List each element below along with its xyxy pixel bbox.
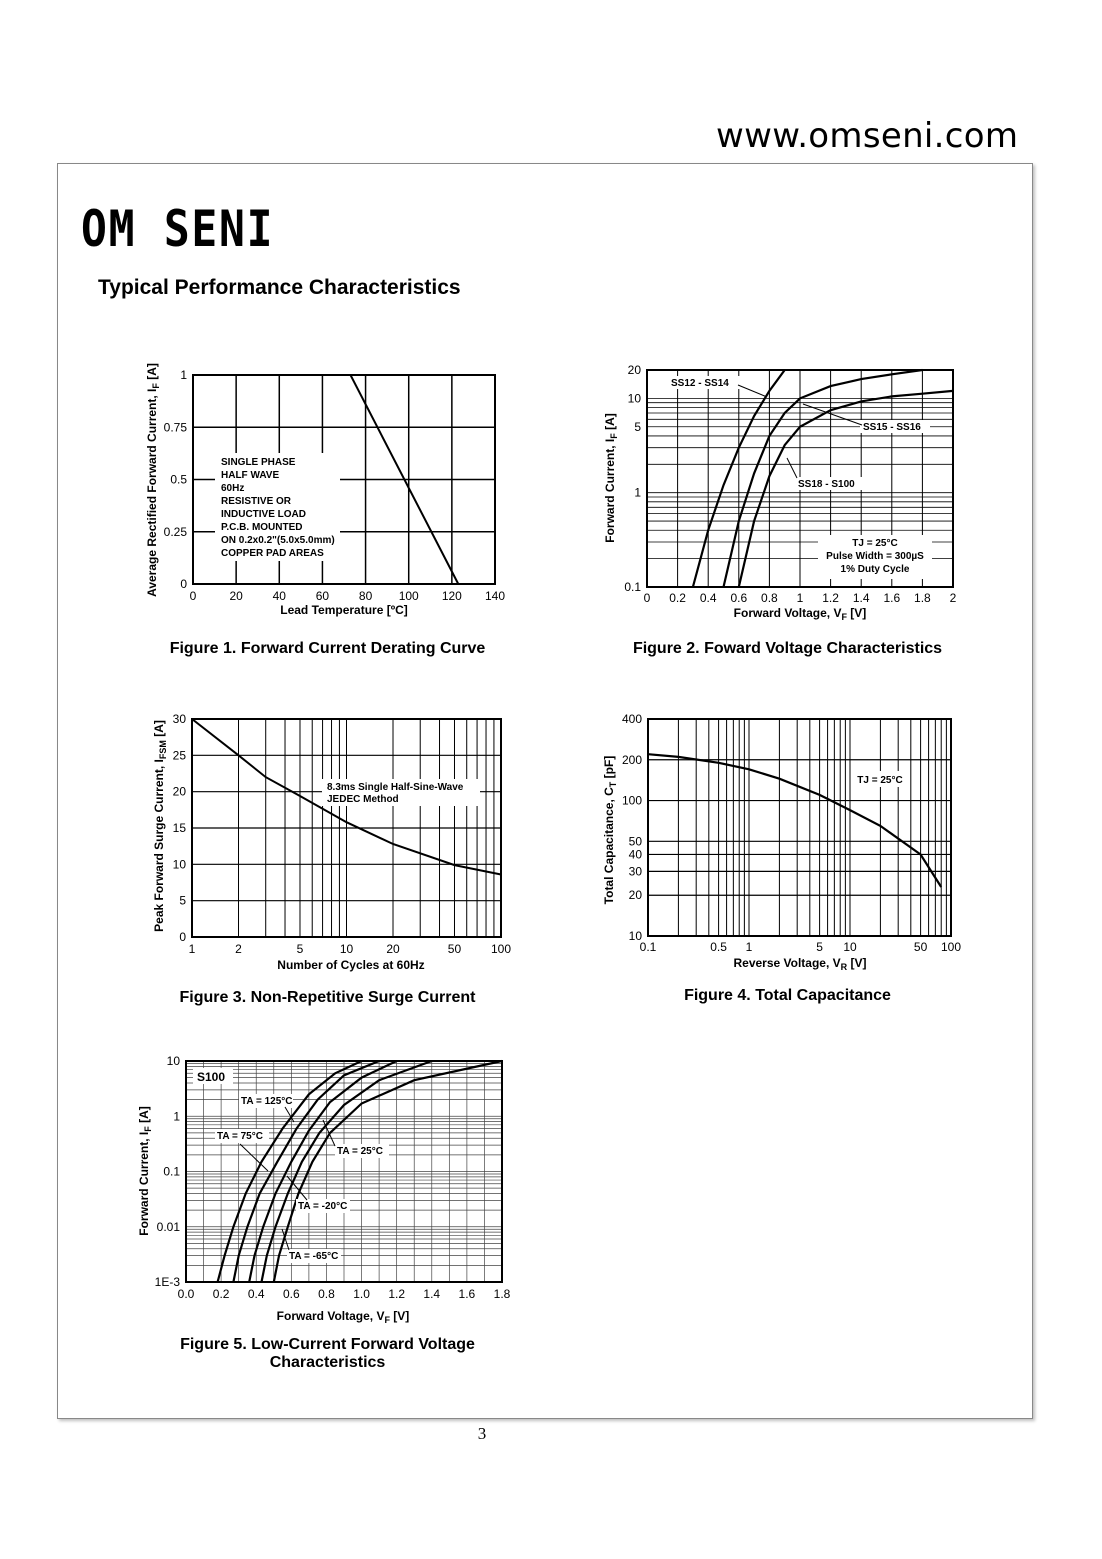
fig2-y-tick-label: 0.1 bbox=[624, 580, 641, 594]
fig1-y-axis-label: Average Rectified Forward Current, $I_F$ [A] bbox=[145, 363, 161, 597]
fig5-y-tick-label: 1 bbox=[173, 1109, 180, 1124]
figure-5-caption: Figure 5. Low-Current Forward Voltage Characteristics bbox=[180, 1336, 475, 1371]
fig4-y-tick-label: 40 bbox=[628, 847, 642, 862]
fig1-note-line: SINGLE PHASE bbox=[221, 457, 296, 468]
fig3-x-tick-label: 20 bbox=[386, 942, 400, 956]
fig2-annotation: Pulse Width = 300µS bbox=[826, 551, 924, 562]
fig4-x-tick-label: 10 bbox=[843, 940, 857, 954]
website-url: www.omseni.com bbox=[716, 116, 1019, 156]
fig5-series-label: TA = -65°C bbox=[289, 1251, 339, 1262]
fig2-x-tick-label: 1.8 bbox=[914, 591, 931, 605]
figure-3-caption: Figure 3. Non-Repetitive Surge Current bbox=[179, 989, 476, 1006]
fig4-annotation: TJ = 25°C bbox=[857, 775, 903, 786]
fig5-part-label: S100 bbox=[197, 1070, 226, 1084]
fig3-note-line: JEDEC Method bbox=[327, 794, 399, 805]
section-title: Typical Performance Characteristics bbox=[98, 276, 461, 299]
fig1-note-line: HALF WAVE bbox=[221, 470, 280, 481]
fig5-y-tick-label: 10 bbox=[166, 1054, 180, 1068]
fig4-y-tick-label: 30 bbox=[628, 864, 642, 879]
fig4-y-tick-label: 100 bbox=[621, 793, 642, 808]
fig2-leader-line bbox=[787, 458, 797, 478]
fig1-note-line: 60Hz bbox=[221, 483, 245, 494]
fig4-x-tick-label: 100 bbox=[940, 940, 962, 954]
fig1-y-tick-label: 0.75 bbox=[163, 420, 187, 435]
fig4-x-tick-label: 1 bbox=[745, 940, 753, 954]
fig1-x-axis-label: Lead Temperature [ºC] bbox=[280, 603, 408, 617]
fig2-y-axis-label: Forward Current, $I_F$ [A] bbox=[603, 413, 619, 543]
fig1-y-tick-label: 0.5 bbox=[170, 472, 187, 487]
fig3-x-tick-label: 10 bbox=[339, 942, 354, 956]
fig2-series-label: SS18 - S100 bbox=[798, 479, 855, 490]
fig5-series-label: TA = 125°C bbox=[241, 1096, 293, 1107]
fig3-x-tick-label: 50 bbox=[447, 942, 462, 956]
fig3-y-axis-label: Peak Forward Surge Current, $I_{FSM}$ [A] bbox=[152, 720, 168, 932]
fig5-x-axis-label: Forward Voltage, $V_F$ [V] bbox=[276, 1309, 410, 1325]
fig5-x-tick-label: 0.8 bbox=[318, 1287, 335, 1301]
fig2-series-label: SS15 - SS16 bbox=[863, 422, 921, 433]
figure-2-caption: Figure 2. Foward Voltage Characteristics bbox=[632, 640, 943, 657]
fig4-y-axis-label: Total Capacitance, $C_T$ [pF] bbox=[602, 755, 618, 905]
fig2-x-tick-label: 0 bbox=[643, 591, 651, 605]
fig2-x-tick-label: 1 bbox=[796, 591, 804, 605]
fig2-x-tick-label: 0.6 bbox=[730, 591, 748, 605]
fig2-x-tick-label: 0.4 bbox=[699, 591, 717, 605]
fig1-x-tick-label: 0 bbox=[189, 589, 197, 603]
fig2-y-tick-label: 20 bbox=[627, 363, 641, 377]
fig4-y-tick-label: 50 bbox=[628, 834, 642, 849]
fig4-y-tick-label: 20 bbox=[628, 888, 642, 903]
fig4-x-axis-label: Reverse Voltage, $V_R$ [V] bbox=[733, 956, 867, 972]
fig3-x-axis-label: Number of Cycles at 60Hz bbox=[277, 958, 425, 972]
fig2-y-tick-label: 10 bbox=[627, 391, 641, 406]
fig5-y-axis-label: Forward Current, $I_F$ [A] bbox=[137, 1106, 153, 1236]
fig5-x-tick-label: 1.6 bbox=[458, 1287, 476, 1301]
fig5-y-tick-label: 0.01 bbox=[156, 1219, 180, 1234]
fig3-y-tick-label: 10 bbox=[172, 857, 186, 872]
fig2-leader-line bbox=[738, 385, 767, 397]
fig1-x-tick-label: 120 bbox=[441, 589, 462, 603]
fig3-y-tick-label: 20 bbox=[172, 784, 186, 799]
fig4-y-tick-label: 200 bbox=[621, 752, 642, 767]
fig2-x-tick-label: 0.8 bbox=[761, 591, 778, 605]
fig1-note-line: INDUCTIVE LOAD bbox=[221, 509, 306, 520]
fig5-x-tick-label: 1.8 bbox=[493, 1287, 511, 1301]
fig5-x-tick-label: 1.4 bbox=[423, 1287, 441, 1301]
fig3-x-tick-label: 5 bbox=[296, 942, 304, 956]
fig1-note-line: COPPER PAD AREAS bbox=[221, 548, 324, 559]
fig3-note-line: 8.3ms Single Half-Sine-Wave bbox=[327, 782, 464, 793]
fig3-x-tick-label: 2 bbox=[235, 942, 242, 956]
page-number: 3 bbox=[477, 1424, 487, 1443]
fig2-x-tick-label: 1.4 bbox=[852, 591, 870, 605]
fig2-y-tick-label: 1 bbox=[634, 485, 641, 500]
fig1-y-tick-label: 1 bbox=[180, 368, 187, 382]
fig1-x-tick-label: 20 bbox=[229, 589, 243, 603]
fig1-y-tick-label: 0 bbox=[180, 577, 187, 591]
fig5-series-label: TA = -20°C bbox=[298, 1201, 348, 1212]
fig3-x-tick-label: 100 bbox=[490, 942, 512, 956]
fig5-series-label: TA = 25°C bbox=[337, 1146, 383, 1157]
fig3-y-tick-label: 25 bbox=[172, 748, 186, 763]
fig2-x-tick-label: 0.2 bbox=[669, 591, 686, 605]
fig4-x-tick-label: 5 bbox=[816, 940, 823, 954]
fig4-y-tick-label: 400 bbox=[621, 712, 642, 726]
fig5-x-tick-label: 1.2 bbox=[388, 1287, 406, 1301]
fig2-x-tick-label: 1.2 bbox=[822, 591, 839, 605]
fig5-y-tick-label: 1E-3 bbox=[154, 1275, 180, 1289]
fig1-y-tick-label: 0.25 bbox=[163, 524, 187, 539]
fig1-x-tick-label: 100 bbox=[398, 589, 419, 603]
fig5-y-tick-label: 0.1 bbox=[163, 1164, 180, 1179]
fig5-x-tick-label: 1.0 bbox=[353, 1287, 370, 1301]
fig5-x-tick-label: 0.0 bbox=[177, 1287, 195, 1301]
fig2-series-label: SS12 - SS14 bbox=[671, 378, 729, 389]
fig2-annotation: 1% Duty Cycle bbox=[840, 564, 910, 575]
fig2-y-tick-label: 5 bbox=[634, 419, 641, 434]
fig3-y-tick-label: 15 bbox=[172, 821, 186, 835]
fig1-x-tick-label: 40 bbox=[272, 589, 286, 603]
fig2-annotation: TJ = 25°C bbox=[852, 538, 898, 549]
fig5-series-label: TA = 75°C bbox=[217, 1131, 263, 1142]
fig1-note-line: P.C.B. MOUNTED bbox=[221, 522, 303, 533]
fig3-y-tick-label: 5 bbox=[179, 893, 186, 908]
fig3-y-tick-label: 0 bbox=[179, 930, 186, 944]
fig1-x-tick-label: 140 bbox=[484, 589, 506, 603]
fig4-x-tick-label: 0.1 bbox=[639, 940, 657, 954]
fig1-x-tick-label: 80 bbox=[358, 589, 373, 603]
fig4-x-tick-label: 50 bbox=[913, 940, 928, 954]
fig2-x-tick-label: 2 bbox=[949, 591, 957, 605]
fig5-x-tick-label: 0.2 bbox=[212, 1287, 230, 1301]
fig2-x-tick-label: 1.6 bbox=[883, 591, 901, 605]
fig4-plot-frame bbox=[648, 719, 951, 936]
fig5-x-tick-label: 0.6 bbox=[282, 1287, 300, 1301]
fig2-x-axis-label: Forward Voltage, $V_F$ [V] bbox=[733, 606, 867, 622]
figure-1-caption: Figure 1. Forward Current Derating Curve bbox=[169, 640, 486, 657]
figure-4-caption: Figure 4. Total Capacitance bbox=[684, 987, 891, 1004]
company-logo: OM SENI bbox=[81, 200, 275, 258]
fig1-note-line: RESISTIVE OR bbox=[221, 496, 292, 507]
fig3-y-tick-label: 30 bbox=[172, 712, 186, 726]
fig4-x-tick-label: 0.5 bbox=[710, 940, 727, 954]
fig1-x-tick-label: 60 bbox=[315, 589, 330, 603]
fig5-x-tick-label: 0.4 bbox=[247, 1287, 265, 1301]
fig1-note-line: ON 0.2x0.2"(5.0x5.0mm) bbox=[221, 535, 335, 546]
fig4-y-tick-label: 10 bbox=[628, 929, 642, 943]
fig3-x-tick-label: 1 bbox=[188, 942, 196, 956]
